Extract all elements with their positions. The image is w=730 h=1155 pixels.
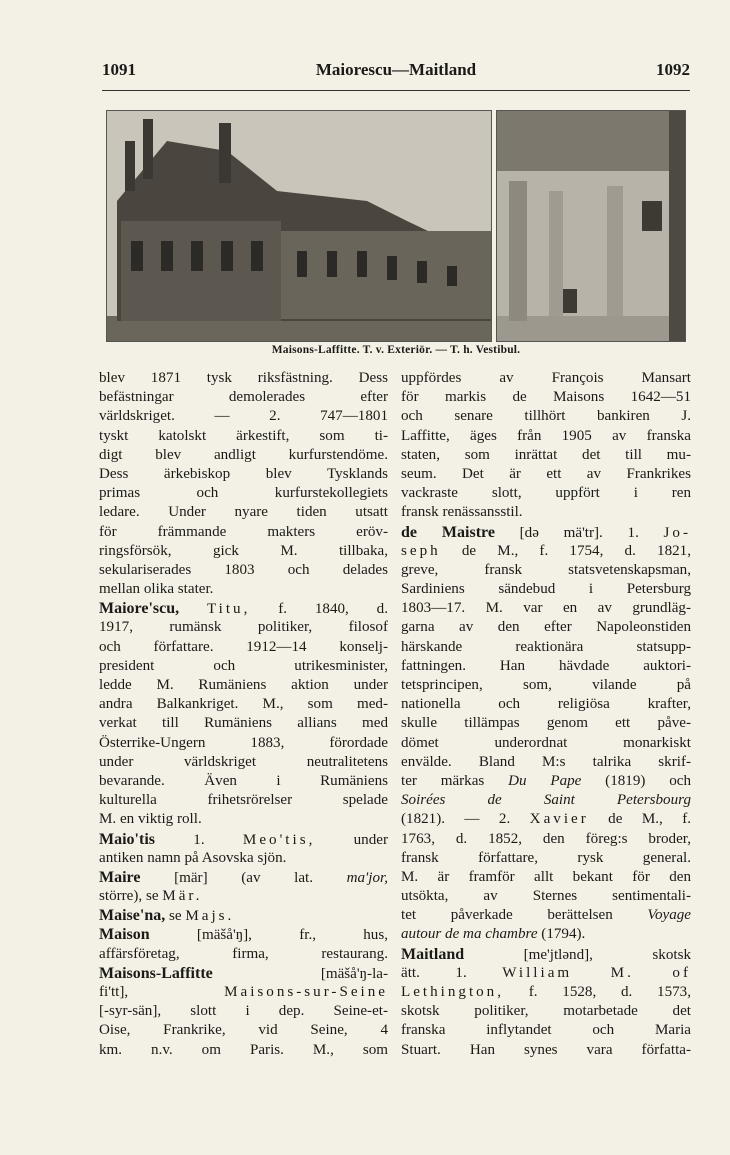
text-line: seum. Det är ett av Frankrikes [401, 465, 691, 482]
text-line: ledare. Under nyare tiden utsatt [99, 504, 388, 521]
text-line: autour de ma chambre (1794). [401, 926, 586, 943]
running-header [102, 60, 690, 86]
entry-maisons-laffitte: Maisons-Laffitte [mäšå'ŋ-la- [99, 964, 388, 982]
text-line: 1763, d. 1852, den föreg:s broder, [401, 830, 691, 847]
entry-maitland: Maitland [me'jtlənd], skotsk [401, 945, 691, 963]
headword: de Maistre [401, 523, 495, 541]
text-line: större), se Mär. [99, 888, 203, 905]
text-line: Soirées de Saint Petersbourg [401, 792, 691, 809]
entry-de-maistre: de Maistre [də mä'tr]. 1. Jo- [401, 523, 691, 541]
text-line: Dess ärkebiskop blev Tysklands [99, 465, 388, 482]
text-line: härskande reaktionära statsupp- [401, 638, 691, 655]
text-line: ätt. 1. William M. of [401, 964, 691, 981]
text-line: fi'tt], Maisons-sur-Seine [99, 984, 388, 1000]
text-line: affärsföretag, firma, restaurang. [99, 945, 388, 962]
column-right [401, 369, 691, 1060]
text-line: digt blev andligt kurfurstendöme. [99, 446, 388, 463]
text-line: ledde M. Rumäniens aktion under [99, 677, 388, 693]
text-line: primas och kurfurstekollegiets [99, 485, 388, 502]
text-line: bevarande. Även i Rumäniens [99, 772, 388, 789]
page-number-right: 1092 [656, 60, 690, 79]
text-line: befästningar demolerades efter [99, 389, 388, 406]
text-line: för främmande makters eröv- [99, 523, 388, 540]
text-line: utsökta, av Sternes sentimentali- [401, 888, 691, 905]
text-line: km. n.v. om Paris. M., som [99, 1041, 388, 1058]
headword: Maise'na, [99, 907, 166, 925]
headword: Maison [99, 926, 150, 944]
text-line: sekulariserades 1803 och delades [99, 561, 388, 578]
column-left [99, 369, 388, 1060]
text-line: president och utrikesminister, [99, 657, 388, 674]
headword: Maiore'scu, [99, 600, 180, 618]
text-line: M. är framför allt bekant för den [401, 868, 691, 885]
text-line: skulle tillämpas genom ett påve- [401, 715, 691, 732]
headword: Maio'tis [99, 830, 155, 848]
text-line: för markis de Maisons 1642—51 [401, 389, 691, 406]
text-line: seph de M., f. 1754, d. 1821, [401, 542, 691, 559]
text-line: skotsk politiker, motarbetade det [401, 1003, 691, 1020]
text-line: världskriget. — 2. 747—1801 [99, 408, 388, 425]
text-line: Laffitte, äges från 1905 av franska [401, 427, 691, 444]
text-line: Oise, Frankrike, vid Seine, 4 [99, 1022, 388, 1039]
figure-caption: Maisons-Laffitte. T. v. Exteriör. — T. h. Vestibul. [271, 344, 521, 356]
text-line: fransk renässansstil. [401, 504, 523, 521]
text-line: uppfördes av François Mansart [401, 370, 691, 386]
text-line: fransk författare, rysk general. [401, 849, 691, 866]
header-title: Maiorescu—Maitland [315, 60, 477, 79]
text-line: och senare tillhört bankiren J. [401, 408, 691, 425]
text-line: Lethington, f. 1528, d. 1573, [401, 984, 691, 1000]
text-line: och författare. 1912—14 konselj- [99, 638, 388, 655]
text-line: ter märkas Du Pape (1819) och [401, 772, 691, 789]
text-line: garna av den efter Napoleonstiden [401, 619, 691, 636]
text-line: 1803—17. M. var en av grundläg- [401, 600, 691, 617]
photo-exterior [106, 110, 492, 342]
text-line: (1821). — 2. Xavier de M., f. [401, 811, 691, 828]
text-line: tet påverkade berättelsen Voyage [401, 907, 691, 924]
headword: Maitland [401, 945, 465, 963]
header-rule [102, 90, 690, 91]
text-line: vackraste slott, uppfört i ren [401, 485, 691, 502]
text-line: tetsprincipen, som, vilande på [401, 677, 691, 693]
text-line: blev 1871 tysk riksfästning. Dess [99, 370, 388, 386]
text-line: Stuart. Han synes vara författa- [401, 1041, 691, 1058]
entry-maiorescu: Maiore'scu, Titu, f. 1840, d. [99, 600, 388, 618]
text-line: Sardiniens sändebud i Petersburg [401, 581, 691, 598]
page-number-left: 1091 [102, 60, 136, 79]
entry-maire: Maire [mär] (av lat. ma'jor, [99, 868, 388, 886]
text-line: tyskt katolskt ärkestift, som ti- [99, 427, 388, 444]
text-line: under världskriget neutralitetens [99, 753, 388, 770]
text-line: nationella och religiösa krafter, [401, 696, 691, 713]
entry-maiotis: Maio'tis 1. Meo'tis, under [99, 830, 388, 848]
headword: Maisons-Laffitte [99, 964, 213, 982]
text-line: Österrike-Ungern 1883, förordade [99, 734, 388, 751]
entry-maison: Maison [mäšå'ŋ], fr., hus, [99, 926, 388, 944]
text-line: antiken namn på Asovska sjön. [99, 849, 287, 866]
text-line: dömet underordnat monarkiskt [401, 734, 691, 751]
text-line: staten, som inrättat det till mu- [401, 446, 691, 463]
text-line: ringsförsök, gick M. tillbaka, [99, 542, 388, 559]
text-line: [-syr-sän], slott i dep. Seine-et- [99, 1003, 388, 1020]
text-line: 1917, rumänsk politiker, filosof [99, 619, 388, 636]
text-line: fattningen. Han hävdade auktori- [401, 657, 691, 674]
text-line: mellan olika stater. [99, 581, 214, 598]
text-line: verkat till Rumäniens allians med [99, 715, 388, 732]
text-line: greve, fransk statsvetenskapsman, [401, 561, 691, 578]
text-line: M. en viktig roll. [99, 811, 202, 828]
text-line: andra Balkankriget. M., som med- [99, 696, 388, 713]
headword: Maire [99, 868, 141, 886]
text-line: envälde. Bland M:s talrika skrif- [401, 753, 691, 770]
text-line: kulturella frihetsrörelser spelade [99, 792, 388, 809]
photo-vestibule [496, 110, 686, 342]
text-line: franska inflytandet och Maria [401, 1022, 691, 1039]
entry-maisena: Maise'na, se Majs. [99, 907, 235, 925]
